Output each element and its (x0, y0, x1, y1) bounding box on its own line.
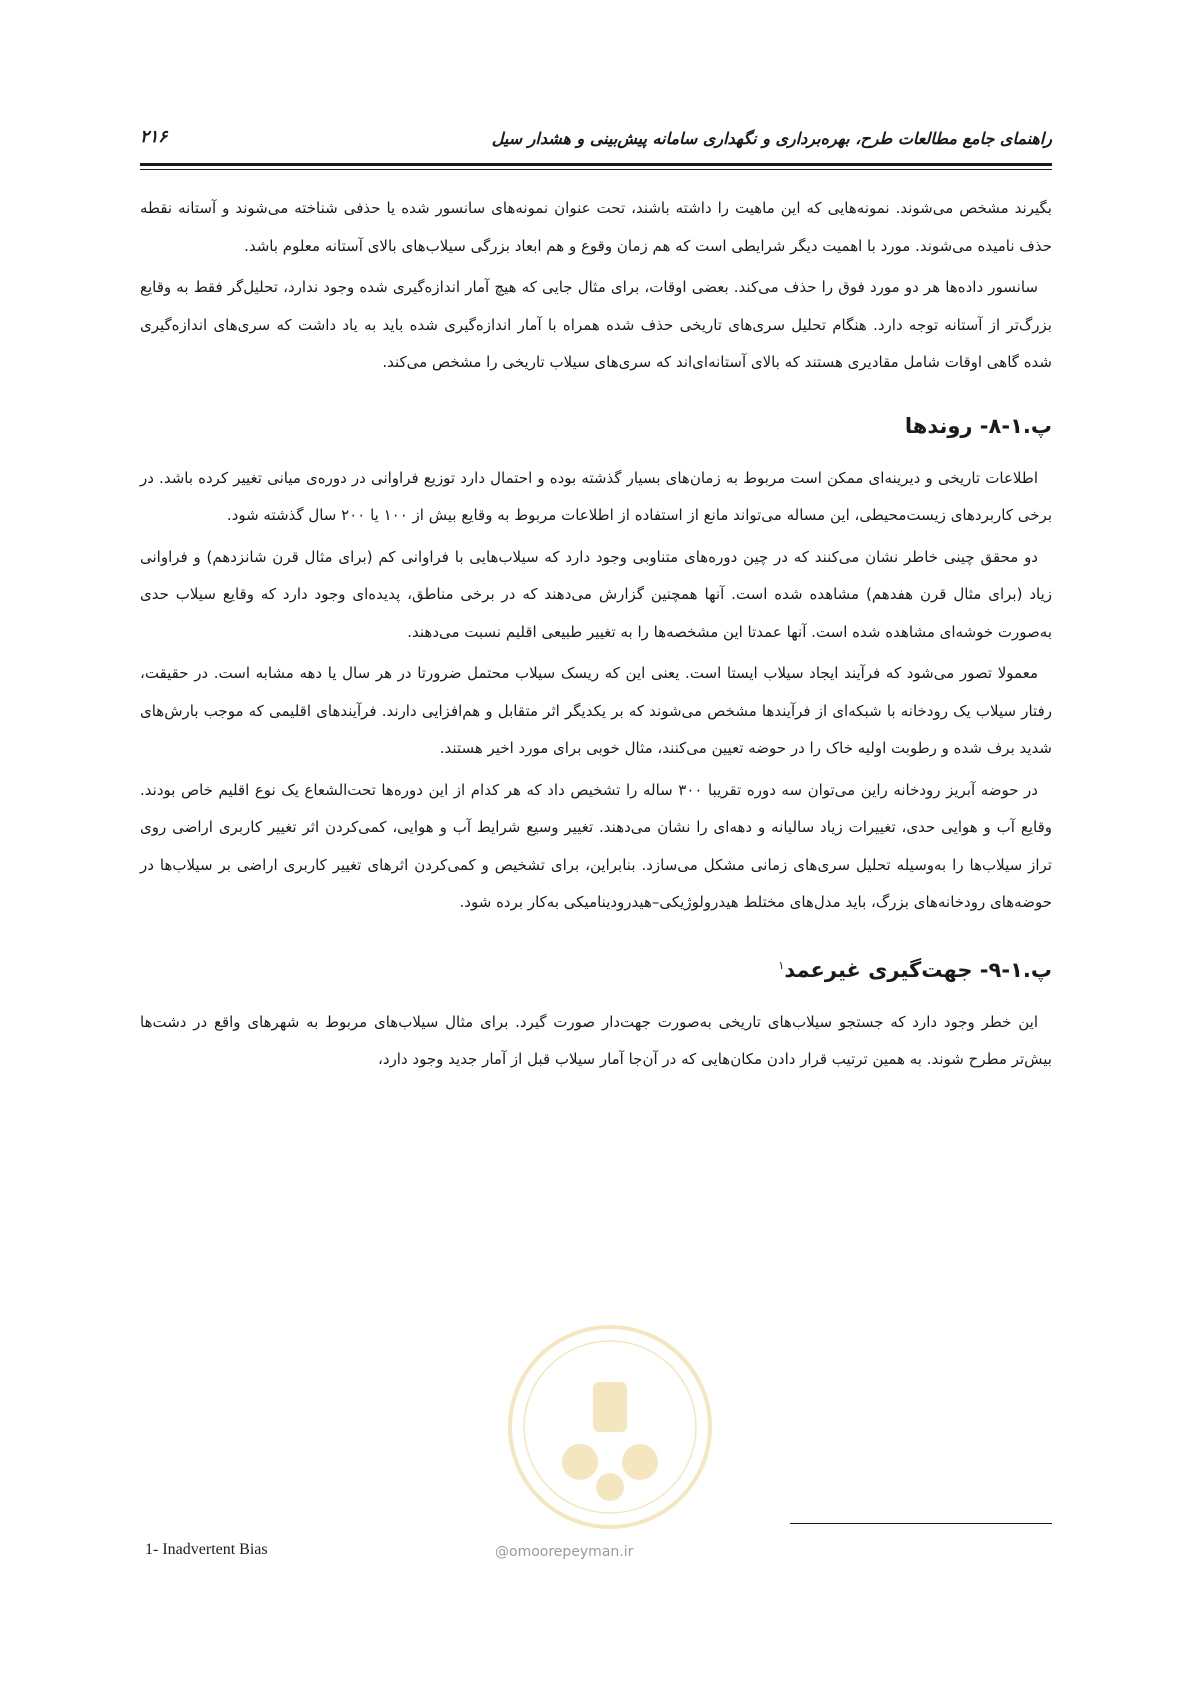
header-rule-thick (140, 163, 1052, 166)
section-heading-trends: پ.۱-۸- روندها (904, 413, 1052, 438)
paragraph: در حوضه آبریز رودخانه راین می‌توان سه دوره تقریبا ۳۰۰ ساله را تشخیص داد که هر کدام از این دوره‌ها تحت‌الشعاع یک نوع اقلیم خاص بودند. وقایع آب و هوایی حدی، تغییرات زیاد سالیانه و دهه‌ای را نشان می‌دهند. تغییر وسیع شرایط آب و هوایی، کمی‌کردن اثر تغییر کاربری اراضی روی تراز سیلاب‌ها را به‌وسیله تحلیل سری‌های زمانی مشکل می‌سازد. بنابراین، برای تشخیص و کمی‌کردن اثرهای تغییر کاربری اراضی بر سیلاب‌ها در حوضه‌های رودخانه‌های بزرگ، باید مدل‌های مختلط هیدرولوژیکی–هیدرودینامیکی به‌کار برده شود. (140, 780, 1052, 911)
header-rule-thin (140, 169, 1052, 170)
paragraph: اطلاعات تاریخی و دیرینه‌ای ممکن است مربوط به زمان‌های بسیار گذشته بوده و احتمال دارد توزیع فراوانی در دوره‌ی میانی تغییر کرده باشد. در برخی کاربردهای زیست‌محیطی، این مساله می‌تواند مانع از استفاده از اطلاعات مربوط به وقایع بیش از ۱۰۰ یا ۲۰۰ سال گذشته شود. (140, 468, 1052, 524)
footnote-rule (790, 1523, 1052, 1524)
section-heading-inadvertent-bias (140, 946, 1052, 990)
footnote-marker: ۱ (778, 958, 785, 972)
paragraph: معمولا تصور می‌شود که فرآیند ایجاد سیلاب ایستا است. یعنی این که ریسک سیلاب محتمل ضرورتا در هر سال یا دهه مشابه است. در حقیقت، رفتار سیلاب یک رودخانه با شبکه‌ای از فرآیندها مشخص می‌شوند که بر یکدیگر اثر متقابل و هم‌افزایی دارند. فرآیندهای اقلیمی که موجب بارش‌های شدید برف شده و رطوبت اولیه خاک را در حوضه تعیین می‌کنند، مثال خوبی برای مورد اخیر هستند. (140, 664, 1052, 757)
running-header (140, 125, 1052, 161)
watermark-url: @omoorepeyman.ir (495, 1544, 634, 1560)
paragraph: این خطر وجود دارد که جستجو سیلاب‌های تاریخی به‌صورت جهت‌دار صورت گیرد. برای مثال سیلاب‌های مربوط به شهرهای واقع در دشت‌ها بیش‌تر مطرح شوند. به همین ترتیب قرار دادن مکان‌هایی که در آن‌جا آمار سیلاب قبل از آمار جدید وجود دارد، (140, 1012, 1052, 1068)
running-header-title: راهنمای جامع مطالعات طرح، بهره‌برداری و نگهداری سامانه پیش‌بینی و هشدار سیل (491, 129, 1052, 148)
body-content (140, 190, 1052, 1083)
footnote: 1- Inadvertent Bias (145, 1541, 268, 1558)
paragraph: دو محقق چینی خاطر نشان می‌کنند که در چین دوره‌های متناوبی وجود دارد که سیلاب‌هایی با فراوانی کم (برای مثال قرن شانزدهم) و فراوانی زیاد (برای مثال قرن هفدهم) مشاهده شده است. آنها همچنین گزارش می‌دهند که در برخی مناطق، پدیده‌ای وجود دارد که وقایع سیلاب حدی به‌صورت خوشه‌ای مشاهده شده است. آنها عمدتا این مشخصه‌ها را به تغییر طبیعی اقلیم نسبت می‌دهند. (140, 547, 1052, 641)
watermark-logo (505, 1322, 715, 1532)
page-number: ۲۱۶ (140, 127, 168, 147)
paragraph: سانسور داده‌ها هر دو مورد فوق را حذف می‌کند. بعضی اوقات، برای مثال جایی که هیچ آمار اندازه‌گیری شده وجود ندارد، تحلیل‌گر فقط به وقایع بزرگ‌تر از آستانه توجه دارد. هنگام تحلیل سری‌های تاریخی حذف شده همراه با آمار اندازه‌گیری شده باید به یاد داشت که سری‌های اندازه‌گیری شده گاهی اوقات شامل مقادیری هستند که بالای آستانه‌ای‌اند که سری‌های سیلاب تاریخی را مشخص می‌کند. (140, 278, 1052, 371)
paragraph: بگیرند مشخص می‌شوند. نمونه‌هایی که این ماهیت را داشته باشند، تحت عنوان نمونه‌های سانسور شده یا حذفی شناخته می‌شوند و آستانه نقطه حذف نامیده می‌شوند. مورد با اهمیت دیگر شرایطی است که هم زمان وقوع و هم ابعاد بزرگی سیلاب‌های بالای آستانه معلوم باشد. (140, 199, 1052, 255)
section-heading-text: پ.۱-۹- جهت‌گیری غیرعمد (784, 957, 1052, 982)
